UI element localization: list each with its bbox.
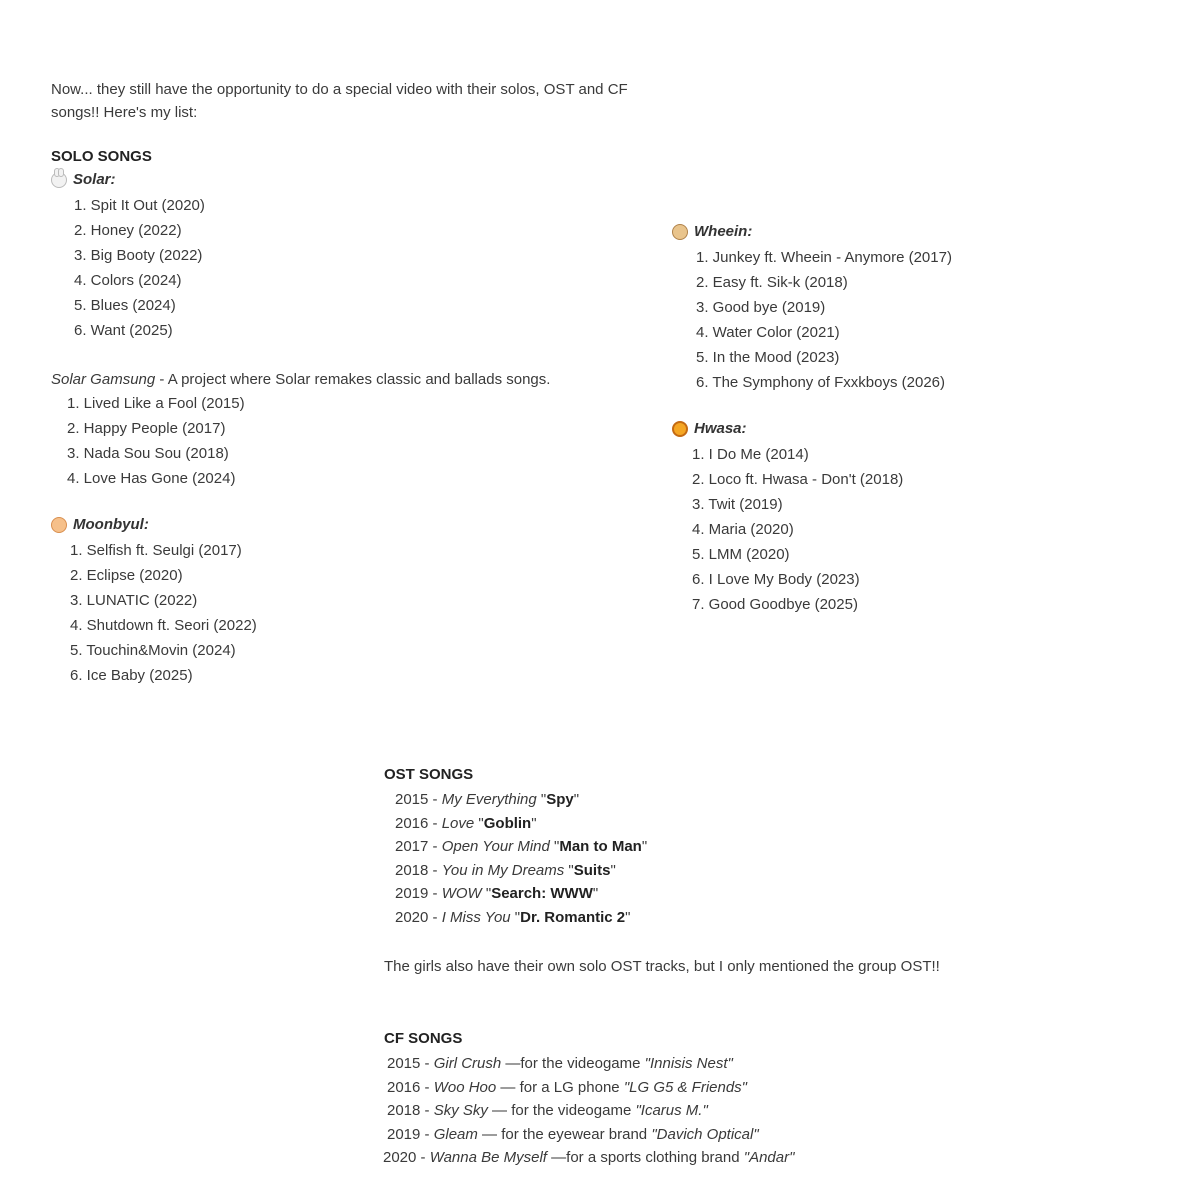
ost-row <box>395 906 647 930</box>
list-item: 3. Big Booty (2022) <box>74 247 203 264</box>
ost-year: 2016 - <box>395 814 442 832</box>
solar-header <box>51 171 116 188</box>
cf-song: Girl Crush <box>433 1055 502 1072</box>
wheein-header <box>672 223 752 240</box>
list-item: 2. Honey (2022) <box>74 222 182 239</box>
ost-quote-close: " <box>610 861 616 879</box>
ost-year: 2017 - <box>395 838 442 855</box>
list-item: 3. Good bye (2019) <box>696 299 826 316</box>
cf-row <box>387 1099 794 1123</box>
ost-drama: Man to Man <box>559 838 642 855</box>
ost-row <box>395 835 647 859</box>
cf-year: 2016 - <box>387 1078 434 1096</box>
ost-note: The girls also have their own solo OST tracks, but I only mentioned the group OST!! <box>384 958 940 975</box>
list-item: 1. Lived Like a Fool (2015) <box>67 395 245 412</box>
puppy-icon <box>672 224 688 240</box>
ost-song: My Everything <box>441 791 537 808</box>
cf-desc: —for the videogame <box>501 1055 645 1072</box>
cf-brand: "Icarus M." <box>635 1102 708 1119</box>
ost-song: WOW <box>441 885 482 902</box>
cf-year: 2020 - <box>383 1149 430 1166</box>
solo-songs-heading: SOLO SONGS <box>51 148 152 165</box>
list-item: 5. LMM (2020) <box>692 546 790 563</box>
cf-row <box>387 1052 794 1076</box>
ost-row <box>395 812 647 836</box>
ost-drama: Goblin <box>483 814 532 832</box>
ost-drama: Dr. Romantic 2 <box>520 908 626 926</box>
cf-desc: — for the videogame <box>487 1102 636 1119</box>
list-item: 1. Selfish ft. Seulgi (2017) <box>70 542 242 559</box>
cf-row <box>387 1123 794 1147</box>
cf-brand: "LG G5 & Friends" <box>623 1078 748 1096</box>
cf-year: 2019 - <box>387 1125 434 1143</box>
hamster-icon <box>51 517 67 533</box>
ost-quote: " <box>564 861 574 879</box>
list-item: 5. In the Mood (2023) <box>696 349 840 366</box>
cf-desc: —for a sports clothing brand <box>546 1149 744 1166</box>
ost-year: 2019 - <box>395 885 442 902</box>
cf-brand: "Andar" <box>743 1149 795 1166</box>
hwasa-name: Hwasa: <box>694 420 747 437</box>
list-item: 1. Spit It Out (2020) <box>74 197 205 214</box>
ost-row <box>395 788 647 812</box>
cf-brand: "Innisis Nest" <box>644 1055 733 1072</box>
cf-song: Woo Hoo <box>433 1078 497 1096</box>
list-item: 4. Love Has Gone (2024) <box>67 470 236 487</box>
list-item: 3. Twit (2019) <box>692 496 783 513</box>
list-item: 3. LUNATIC (2022) <box>70 592 198 609</box>
cf-year: 2018 - <box>387 1102 434 1119</box>
wheein-song-list <box>696 245 952 395</box>
ost-quote: " <box>549 838 560 855</box>
ost-songs-heading: OST SONGS <box>384 766 474 783</box>
cf-list <box>383 1052 795 1170</box>
cf-row <box>387 1076 794 1100</box>
cf-songs-heading: CF SONGS <box>384 1030 463 1047</box>
solar-name: Solar: <box>73 171 116 188</box>
ost-quote-close: " <box>531 814 537 832</box>
ost-quote-close: " <box>625 908 631 926</box>
gamsung-desc: A project where Solar remakes classic and ballads songs. <box>167 371 551 388</box>
list-item: 2. Eclipse (2020) <box>70 567 183 584</box>
cf-row <box>383 1146 794 1170</box>
gamsung-song-list <box>67 391 245 491</box>
ost-quote: " <box>510 908 521 926</box>
solar-song-list <box>74 193 205 343</box>
list-item: 3. Nada Sou Sou (2018) <box>67 445 229 462</box>
ost-drama: Search: WWW <box>491 885 593 902</box>
wheein-name: Wheein: <box>694 223 753 240</box>
ost-song: You in My Dreams <box>441 861 565 879</box>
list-item: 6. Ice Baby (2025) <box>70 667 193 684</box>
moonbyul-header <box>51 516 149 533</box>
intro-text: Now... they still have the opportunity to do a special video with their solos, OST and CF songs!! Here's my list: <box>51 81 628 121</box>
ost-drama: Spy <box>546 791 574 808</box>
list-item: 1. I Do Me (2014) <box>692 446 809 463</box>
list-item: 4. Maria (2020) <box>692 521 794 538</box>
list-item: 1. Junkey ft. Wheein - Anymore (2017) <box>696 249 952 266</box>
gamsung-intro <box>51 368 550 392</box>
list-item: 2. Happy People (2017) <box>67 420 226 437</box>
hwasa-header <box>672 420 747 437</box>
list-item: 2. Loco ft. Hwasa - Don't (2018) <box>692 471 904 488</box>
ost-quote: " <box>474 814 484 832</box>
list-item: 4. Water Color (2021) <box>696 324 840 341</box>
ost-list <box>395 788 647 929</box>
cf-song: Wanna Be Myself <box>429 1149 547 1166</box>
list-item: 6. I Love My Body (2023) <box>692 571 860 588</box>
ost-drama: Suits <box>573 861 611 879</box>
hwasa-song-list <box>692 442 903 617</box>
list-item: 4. Colors (2024) <box>74 272 182 289</box>
ost-quote-close: " <box>641 838 648 855</box>
ost-quote-close: " <box>592 885 599 902</box>
moonbyul-song-list <box>70 538 257 688</box>
list-item: 4. Shutdown ft. Seori (2022) <box>70 617 257 634</box>
ost-quote: " <box>536 791 547 808</box>
list-item: 6. Want (2025) <box>74 322 173 339</box>
cf-song: Gleam <box>433 1125 478 1143</box>
ost-song: Love <box>441 814 475 832</box>
lion-icon <box>672 421 688 437</box>
cf-brand: "Davich Optical" <box>651 1125 759 1143</box>
cf-desc: — for a LG phone <box>496 1078 624 1096</box>
cf-year: 2015 - <box>387 1055 434 1072</box>
ost-year: 2015 - <box>395 791 442 808</box>
ost-song: I Miss You <box>441 908 511 926</box>
ost-row <box>395 882 647 906</box>
list-item: 7. Good Goodbye (2025) <box>692 596 858 613</box>
ost-quote: " <box>481 885 492 902</box>
list-item: 5. Blues (2024) <box>74 297 176 314</box>
ost-row <box>395 859 647 883</box>
cf-desc: — for the eyewear brand <box>477 1125 652 1143</box>
list-item: 5. Touchin&Movin (2024) <box>70 642 236 659</box>
ost-song: Open Your Mind <box>441 838 550 855</box>
cf-song: Sky Sky <box>433 1102 488 1119</box>
gamsung-title: Solar Gamsung <box>51 371 156 388</box>
gamsung-sep: - <box>155 371 168 388</box>
ost-year: 2020 - <box>395 908 442 926</box>
ost-year: 2018 - <box>395 861 442 879</box>
list-item: 6. The Symphony of Fxxkboys (2026) <box>696 374 946 391</box>
ost-quote-close: " <box>573 791 580 808</box>
moonbyul-name: Moonbyul: <box>73 516 149 533</box>
list-item: 2. Easy ft. Sik-k (2018) <box>696 274 848 291</box>
rabbit-icon <box>51 172 67 188</box>
